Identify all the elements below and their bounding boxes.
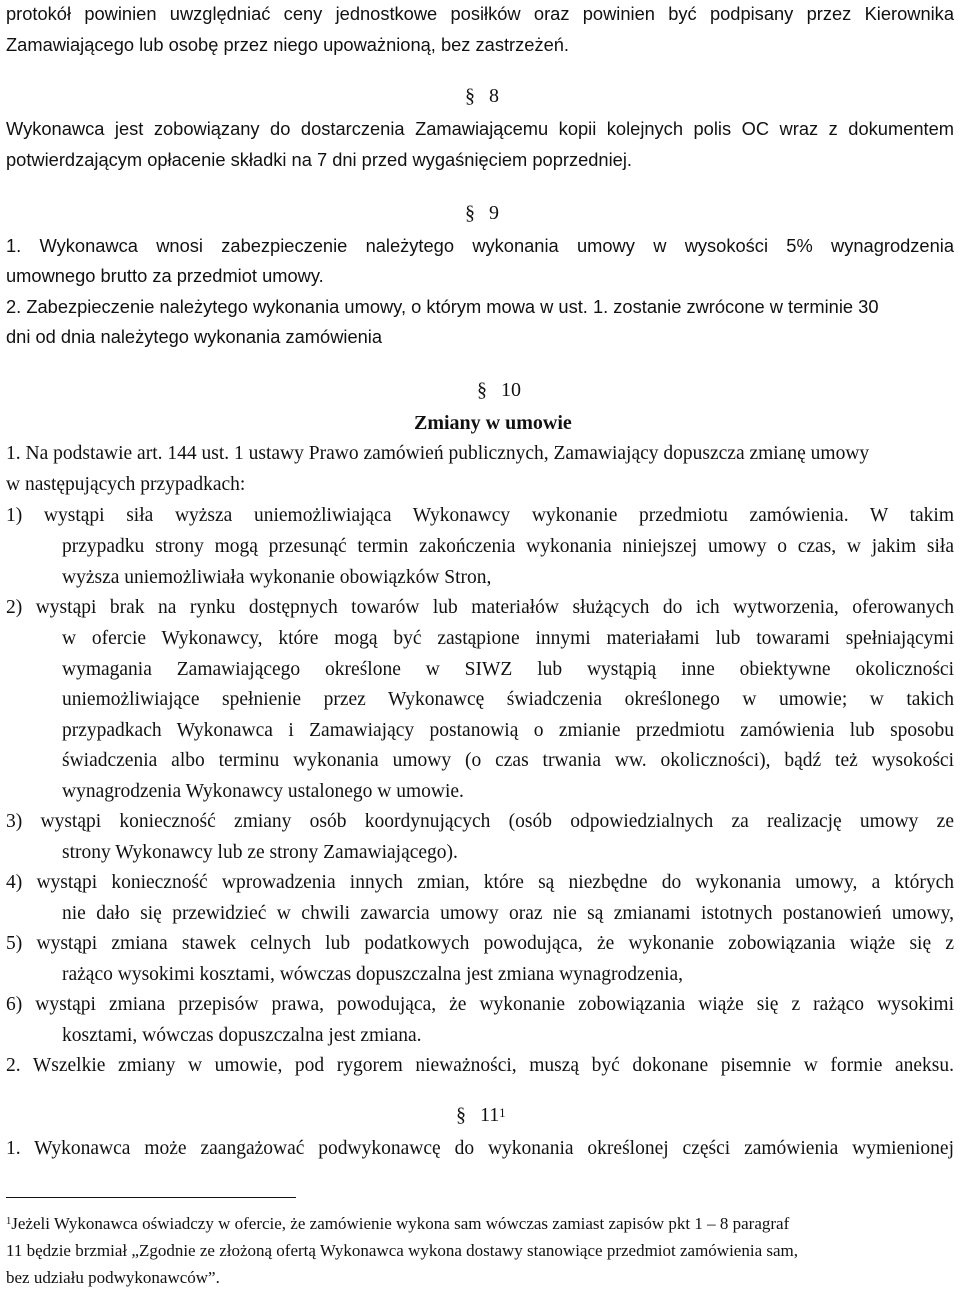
list-item-line: nie dało się przewidzieć w chwili zawarcia umowy oraz nie są zmianami istotnych postanowień umowy,: [62, 903, 954, 924]
section-number: 8: [489, 85, 499, 107]
list-item-line: przypadku strony mogą przesunąć termin zakończenia wykonania niniejszej umowy o czas, w jakim siła: [62, 536, 954, 557]
list-item-line: przypadkach Wykonawca i Zamawiający postanowią o zmianie przedmiotu zamówienia lub sposobu: [62, 720, 954, 741]
section-symbol: §: [477, 379, 487, 401]
footnote-reference[interactable]: 1: [499, 1106, 506, 1120]
list-item-line: 1) wystąpi siła wyższa uniemożliwiająca Wykonawcy wykonanie przedmiotu zamówienia. W takim: [6, 505, 954, 526]
section-symbol: §: [465, 85, 475, 107]
section-heading-8: [465, 84, 499, 108]
footnote-line: bez udziału podwykonawców”.: [6, 1268, 220, 1287]
footnote-line: 11 będzie brzmiał „Zgodnie ze złożoną ofertą Wykonawca wykona dostawy stanowiące przedmiot zamówienia sam,: [6, 1241, 799, 1260]
paragraph-line: Zamawiającego lub osobę przez niego upoważnioną, bez zastrzeżeń.: [6, 34, 569, 55]
list-item-line: 3) wystąpi konieczność zmiany osób koordynujących (osób odpowiedzialnych za realizację umowy ze: [6, 811, 954, 832]
footnote-separator: [6, 1197, 296, 1198]
section-heading-10: [477, 378, 521, 402]
list-item-line: strony Wykonawcy lub ze strony Zamawiającego).: [62, 842, 458, 863]
section-symbol: §: [465, 202, 475, 224]
paragraph-line: potwierdzającym opłacenie składki na 7 dni przed wygaśnięciem poprzedniej.: [6, 149, 632, 170]
section-number: 10: [501, 379, 521, 401]
list-item-line: 5) wystąpi zmiana stawek celnych lub podatkowych powodująca, że wykonanie zobowiązania wiąże się z: [6, 933, 954, 954]
section-number: 11: [480, 1104, 500, 1126]
paragraph-line: 1. Wykonawca może zaangażować podwykonawcę do wykonania określonej części zamówienia wymienionej: [6, 1138, 954, 1159]
section-symbol: §: [456, 1104, 466, 1126]
list-item-line: uniemożliwiające spełnienie przez Wykonawcę świadczenia określonego w umowie; w takich: [62, 689, 954, 710]
list-item-line: wymagania Zamawiającego określone w SIWZ lub wystąpią inne obiektywne okoliczności: [62, 659, 954, 680]
list-item-line: w ofercie Wykonawcy, które mogą być zastąpione innymi materiałami lub towarami spełniającymi: [62, 628, 954, 649]
footnote-marker: 1: [6, 1216, 12, 1227]
paragraph-line: 2. Zabezpieczenie należytego wykonania umowy, o którym mowa w ust. 1. zostanie zwrócone w terminie 30: [6, 296, 879, 317]
paragraph-line: Wykonawca jest zobowiązany do dostarczenia Zamawiającemu kopii kolejnych polis OC wraz z dokumentem: [6, 118, 954, 139]
list-item-line: kosztami, wówczas dopuszczalna jest zmiana.: [62, 1025, 422, 1046]
paragraph-line: dni od dnia należytego wykonania zamówienia: [6, 326, 383, 347]
paragraph-line: w następujących przypadkach:: [6, 474, 246, 495]
list-item-line: wynagrodzenia Wykonawcy ustalonego w umowie.: [62, 781, 464, 802]
footnote-line: [6, 1212, 789, 1236]
list-item-line: 6) wystąpi zmiana przepisów prawa, powodująca, że wykonanie zobowiązania wiąże się z rażąco wysokimi: [6, 994, 954, 1015]
section-number: 9: [489, 202, 499, 224]
section-heading-11: [456, 1103, 505, 1127]
paragraph-line: protokół powinien uwzględniać ceny jednostkowe posiłków oraz powinien być podpisany przez Kierownika: [6, 3, 954, 24]
section-heading-9: [465, 201, 499, 225]
paragraph-line: 2. Wszelkie zmiany w umowie, pod rygorem nieważności, muszą być dokonane pisemnie w formie aneksu.: [6, 1055, 954, 1076]
list-item-line: 4) wystąpi konieczność wprowadzenia innych zmian, które są niezbędne do wykonania umowy, a których: [6, 872, 954, 893]
paragraph-line: 1. Na podstawie art. 144 ust. 1 ustawy Prawo zamówień publicznych, Zamawiający dopuszcza zmianę umowy: [6, 443, 870, 464]
list-item-line: świadczenia albo terminu wykonania umowy (o czas trwania ww. okoliczności), bądź też wysokości: [62, 750, 954, 771]
paragraph-line: umownego brutto za przedmiot umowy.: [6, 265, 324, 286]
list-item-line: 2) wystąpi brak na rynku dostępnych towarów lub materiałów służących do ich wytworzenia, oferowanych: [6, 597, 954, 618]
footnote-text: Jeżeli Wykonawca oświadczy w ofercie, że zamówienie wykona sam wówczas zamiast zapisów pkt 1 – 8 paragraf: [11, 1214, 790, 1233]
section-title: Zmiany w umowie: [414, 412, 572, 434]
paragraph-line: 1. Wykonawca wnosi zabezpieczenie należytego wykonania umowy w wysokości 5% wynagrodzenia: [6, 235, 954, 256]
list-item-line: wyższa uniemożliwiała wykonanie obowiązków Stron,: [62, 567, 492, 588]
list-item-line: rażąco wysokimi kosztami, wówczas dopuszczalna jest zmiana wynagrodzenia,: [62, 964, 684, 985]
